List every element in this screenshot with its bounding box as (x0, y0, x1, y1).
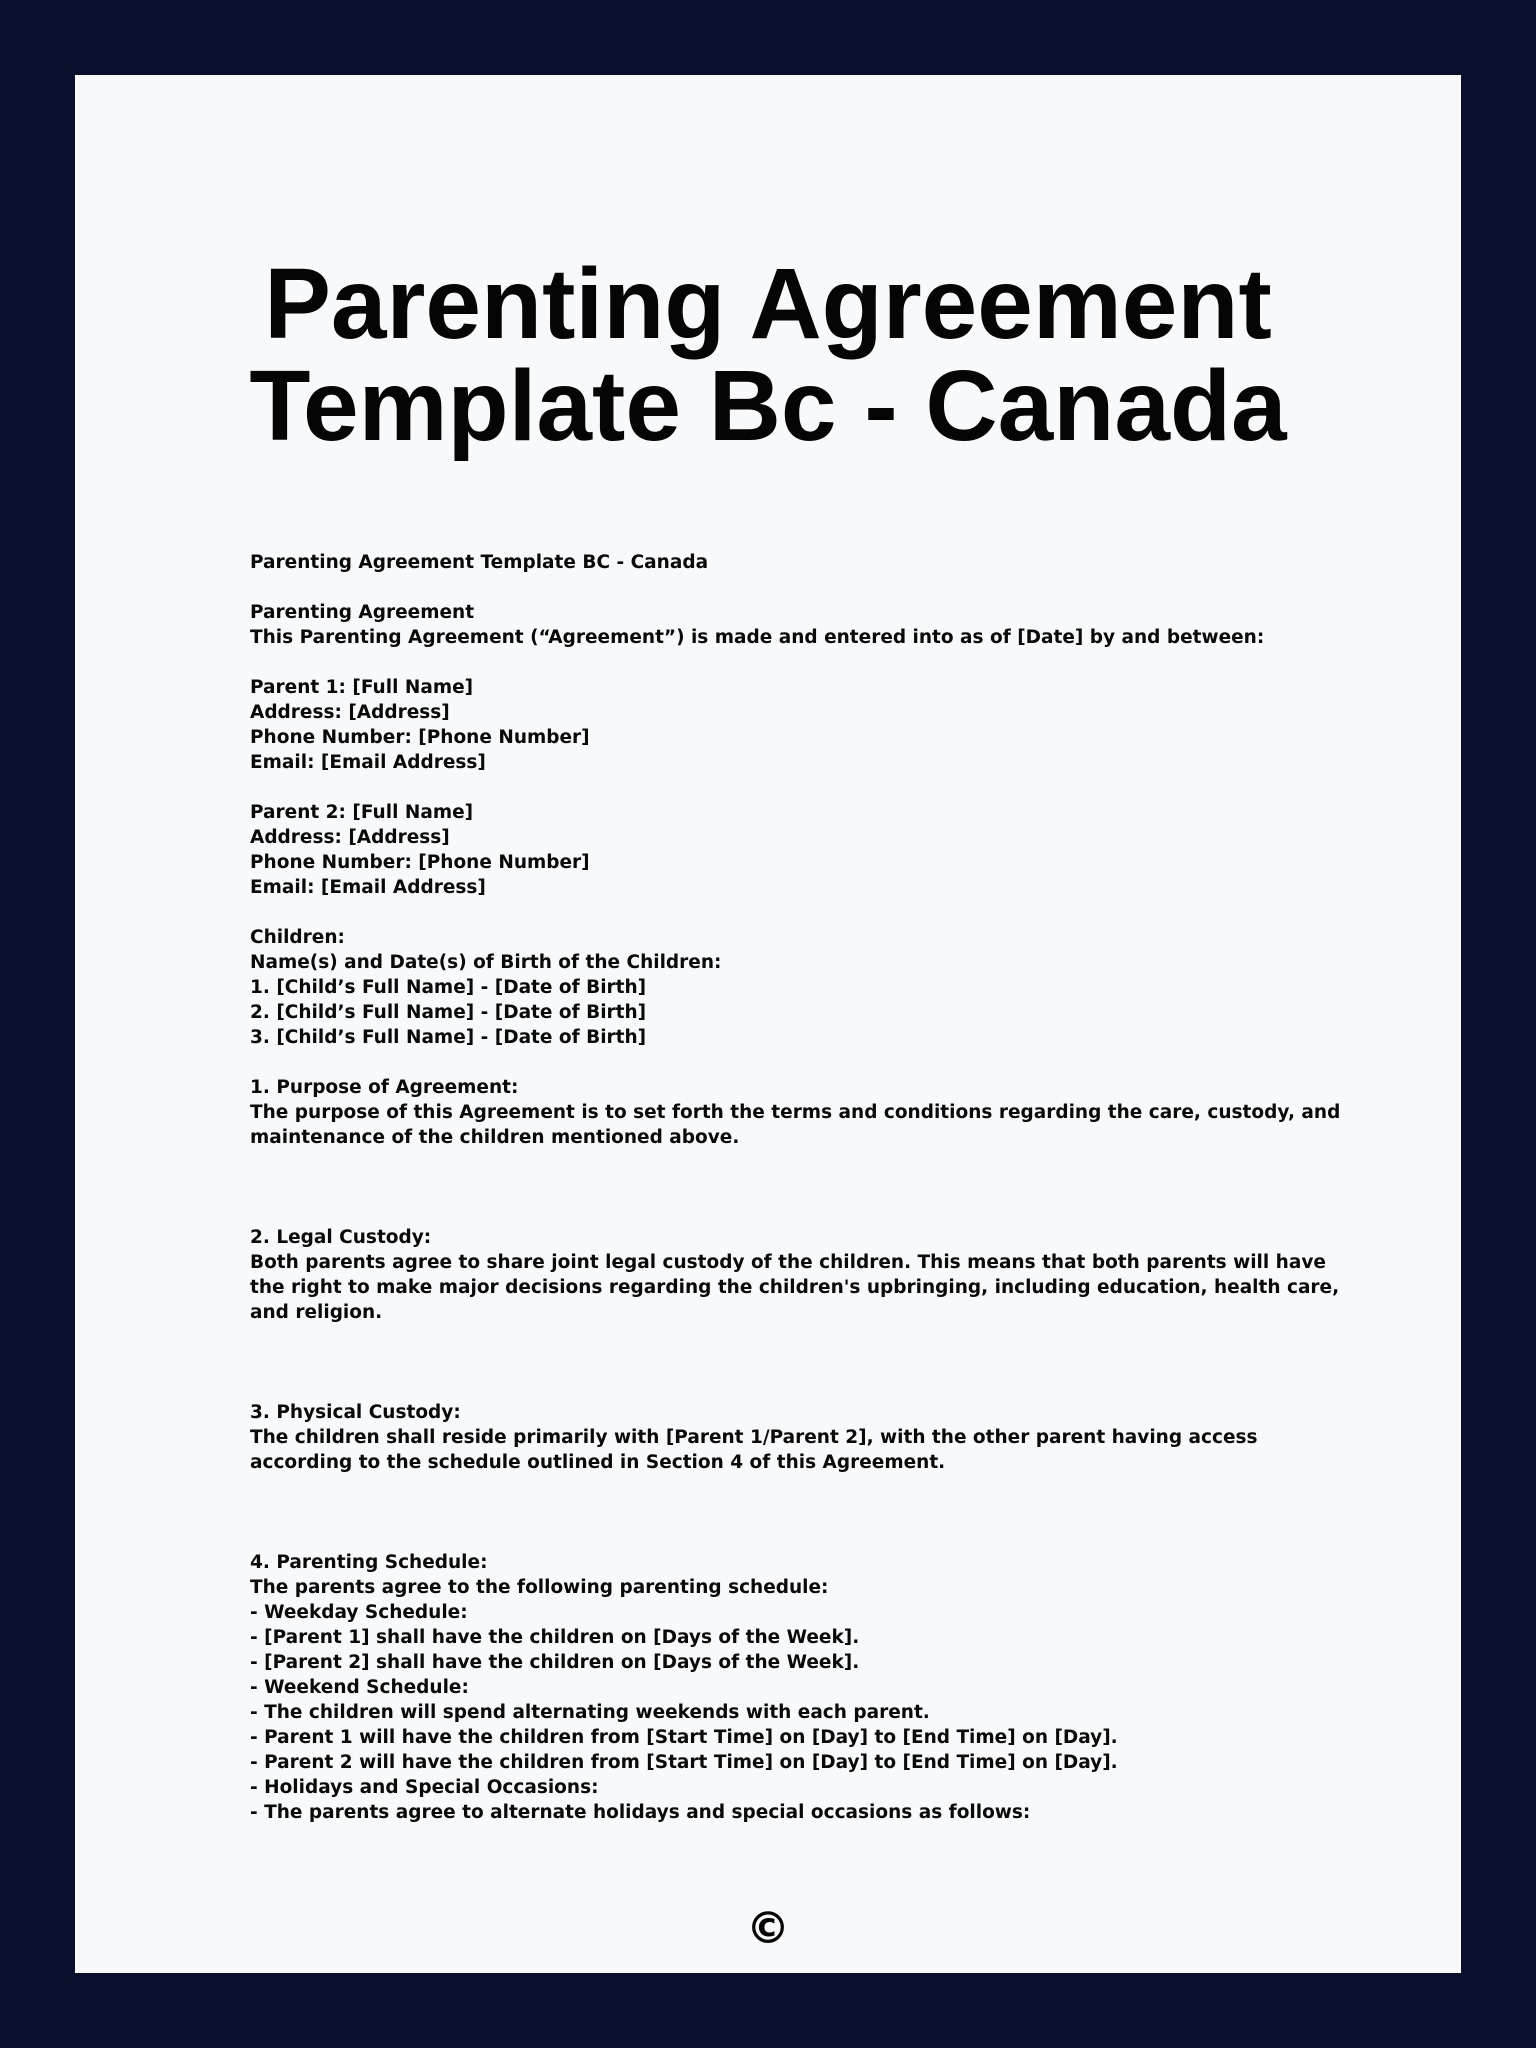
document-title (75, 248, 1461, 462)
section-physical-custody (250, 1400, 1350, 1475)
agreement-intro: This Parenting Agreement (“Agreement”) is made and entered into as of [Date] by and between: (250, 627, 1265, 648)
document-body (250, 550, 1350, 1825)
title-line-2: Template Bc - Canada (249, 350, 1287, 462)
schedule-line: - The children will spend alternating weekends with each parent. (250, 1702, 930, 1723)
schedule-line: The parents agree to the following parenting schedule: (250, 1577, 829, 1598)
section-text: The purpose of this Agreement is to set forth the terms and conditions regarding the care, custody, and maintenance of the children mentioned above. (250, 1102, 1341, 1148)
section-heading: 2. Legal Custody: (250, 1227, 432, 1248)
children-label: Children: (250, 927, 345, 948)
child-item: 3. [Child’s Full Name] - [Date of Birth] (250, 1027, 647, 1048)
parent2-block (250, 800, 1350, 900)
children-block (250, 925, 1350, 1050)
parent1-address: Address: [Address] (250, 702, 450, 723)
schedule-line: - Holidays and Special Occasions: (250, 1777, 599, 1798)
children-sublabel: Name(s) and Date(s) of Birth of the Children: (250, 952, 722, 973)
section-text: The children shall reside primarily with [Parent 1/Parent 2], with the other parent having access according to the schedule outlined in Section 4 of this Agreement. (250, 1427, 1258, 1473)
document-page (75, 75, 1461, 1973)
parent2-email: Email: [Email Address] (250, 877, 486, 898)
child-item: 1. [Child’s Full Name] - [Date of Birth] (250, 977, 647, 998)
schedule-line: - [Parent 1] shall have the children on [Days of the Week]. (250, 1627, 860, 1648)
parent2-address: Address: [Address] (250, 827, 450, 848)
parent1-email: Email: [Email Address] (250, 752, 486, 773)
child-item: 2. [Child’s Full Name] - [Date of Birth] (250, 1002, 647, 1023)
section-heading: 1. Purpose of Agreement: (250, 1077, 519, 1098)
agreement-label: Parenting Agreement (250, 602, 475, 623)
parent2-name: Parent 2: [Full Name] (250, 802, 474, 823)
parent1-phone: Phone Number: [Phone Number] (250, 727, 590, 748)
schedule-line: - The parents agree to alternate holidays and special occasions as follows: (250, 1802, 1031, 1823)
parent2-phone: Phone Number: [Phone Number] (250, 852, 590, 873)
section-purpose (250, 1075, 1350, 1150)
document-heading: Parenting Agreement Template BC - Canada (250, 552, 709, 573)
schedule-line: - [Parent 2] shall have the children on [Days of the Week]. (250, 1652, 860, 1673)
section-text: Both parents agree to share joint legal custody of the children. This means that both parents will have the right to make major decisions regarding the children's upbringing, including education, health care, and religion. (250, 1252, 1340, 1323)
schedule-line: - Weekend Schedule: (250, 1677, 469, 1698)
parent1-name: Parent 1: [Full Name] (250, 677, 474, 698)
section-legal-custody (250, 1225, 1350, 1325)
section-heading: 3. Physical Custody: (250, 1402, 461, 1423)
section-parenting-schedule (250, 1550, 1350, 1825)
copyright-icon: © (746, 1903, 790, 1954)
parent1-block (250, 675, 1350, 775)
section-heading: 4. Parenting Schedule: (250, 1552, 488, 1573)
schedule-line: - Weekday Schedule: (250, 1602, 468, 1623)
schedule-line: - Parent 2 will have the children from [Start Time] on [Day] to [End Time] on [Day]. (250, 1752, 1118, 1773)
title-line-1: Parenting Agreement (264, 248, 1272, 360)
schedule-line: - Parent 1 will have the children from [Start Time] on [Day] to [End Time] on [Day]. (250, 1727, 1118, 1748)
